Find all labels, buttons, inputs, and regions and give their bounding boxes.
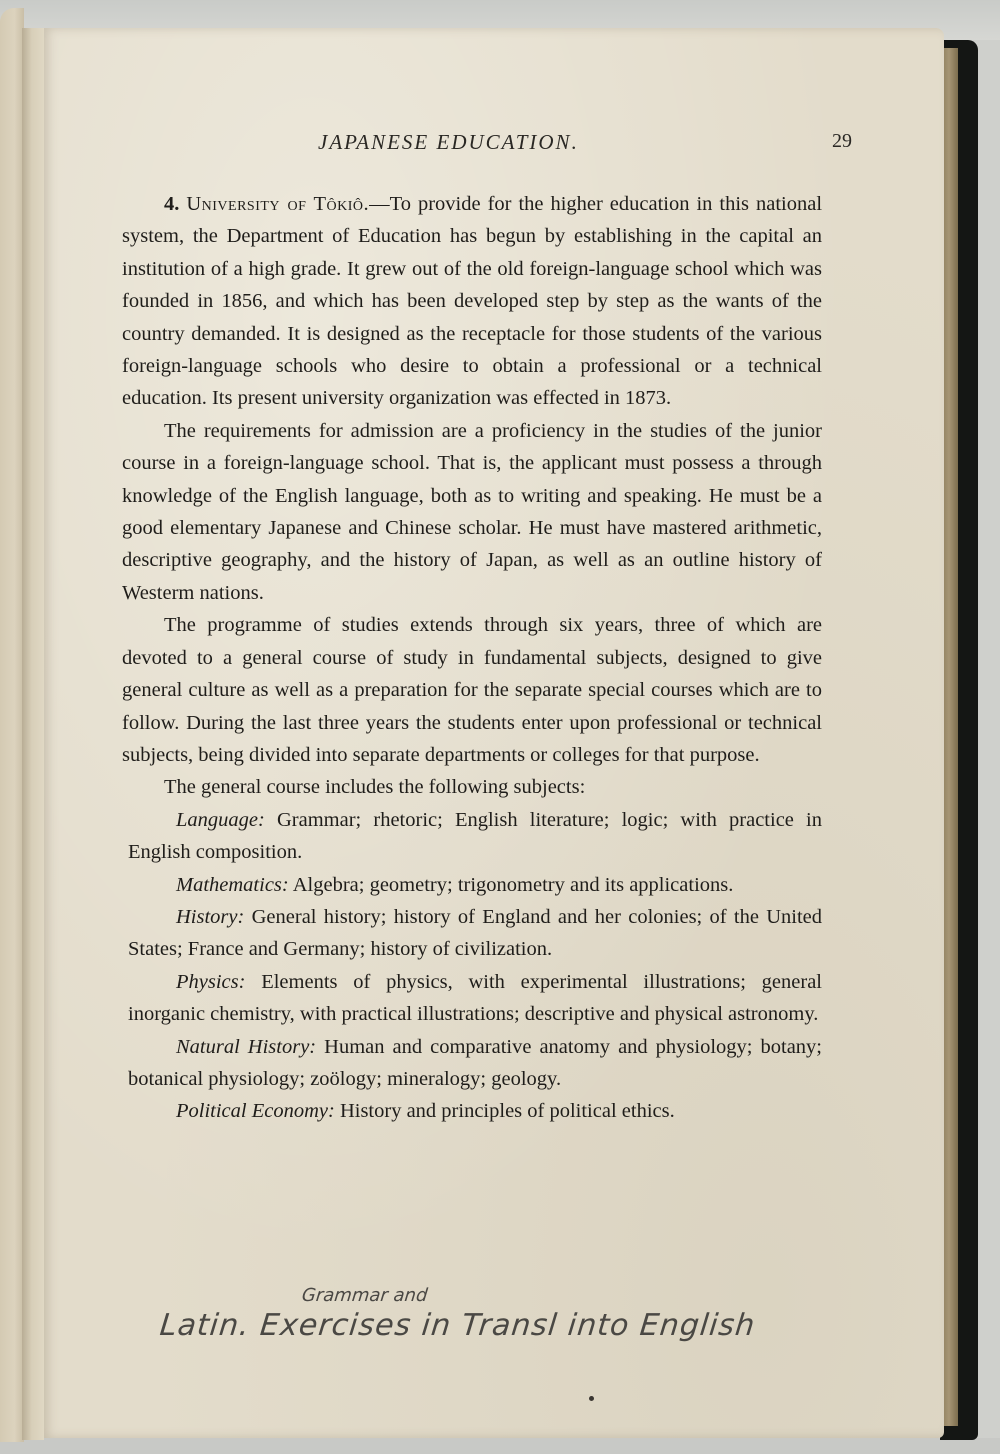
section-number: 4. bbox=[164, 193, 180, 215]
subject-label: Mathematics: bbox=[176, 873, 289, 896]
previous-page-edge bbox=[0, 8, 24, 1442]
section-dash: — bbox=[369, 193, 390, 215]
handwritten-note: Latin. Exercises in Transl into English bbox=[158, 1308, 758, 1343]
subject-label: History: bbox=[176, 905, 245, 928]
paragraph-programme: The programme of studies extends through six years, three of which are devoted to a general course of study in fundamental subjects, designed to give general culture as well as a preparation for the separate special courses which are to follow. During the last three years the students enter upon professional or technical subjects, being divided into separate departments or colleges for that purpose. bbox=[122, 614, 822, 766]
photo-backdrop-bottom bbox=[0, 1438, 1000, 1454]
subject-mathematics bbox=[122, 869, 822, 901]
subject-text: Grammar; rhetoric; English literature; logic; with practice in English composition. bbox=[128, 808, 822, 864]
subject-political-economy bbox=[122, 1095, 822, 1127]
subject-label: Political Economy: bbox=[176, 1100, 335, 1123]
handwritten-insertion: Grammar and bbox=[300, 1285, 429, 1306]
paragraph-university bbox=[122, 188, 822, 415]
page-body bbox=[122, 188, 822, 1128]
subject-text: Human and comparative anatomy and physiology; botany; botanical physiology; zoölogy; mineralogy; geology. bbox=[128, 1035, 822, 1090]
paragraph-general-course: The general course includes the following subjects: bbox=[164, 776, 586, 799]
subject-text: Algebra; geometry; trigonometry and its applications. bbox=[292, 873, 734, 896]
book-gutter bbox=[22, 28, 44, 1440]
paragraph-requirements: The requirements for admission are a proficiency in the studies of the junior course in a foreign-language school. That is, the applicant must possess a through knowledge of the English language, both as to writing and speaking. He must be a good elementary Japanese and Chinese scholar. He must have mastered arithmetic, descriptive geography, and the history of Japan, as well as an outline history of Westerm nations. bbox=[122, 419, 822, 604]
subject-physics bbox=[122, 966, 822, 1031]
subject-label: Physics: bbox=[176, 970, 246, 993]
running-title: JAPANESE EDUCATION. bbox=[318, 130, 579, 154]
paragraph-text: To provide for the higher education in this national system, the Department of Education has begun by establishing in the capital an institution of a high grade. It grew out of the old foreign-language school which was founded in 1856, and which has been developed step by step as the wants of the country demanded. It is designed as the receptacle for those students of the various foreign-language schools who desire to obtain a professional or a technical education. Its present university organization was effected in 1873. bbox=[122, 193, 823, 410]
subject-text: Elements of physics, with experimental illustrations; general inorganic chemistry, with practical illustrations; descriptive and physical astronomy. bbox=[128, 970, 823, 1026]
section-heading: University of Tôkiô. bbox=[186, 193, 370, 215]
subject-history bbox=[122, 901, 822, 966]
subject-text: History and principles of political ethics. bbox=[339, 1100, 675, 1123]
subject-natural-history bbox=[122, 1031, 822, 1096]
subject-label: Natural History: bbox=[176, 1035, 317, 1058]
subject-text: General history; history of England and her colonies; of the United States; France and Germany; history of civilization. bbox=[128, 905, 823, 961]
subject-language bbox=[122, 804, 822, 869]
running-head bbox=[42, 130, 944, 160]
page-number: 29 bbox=[832, 130, 852, 152]
ink-dot-mark bbox=[589, 1396, 594, 1401]
subject-label: Language: bbox=[176, 808, 265, 831]
